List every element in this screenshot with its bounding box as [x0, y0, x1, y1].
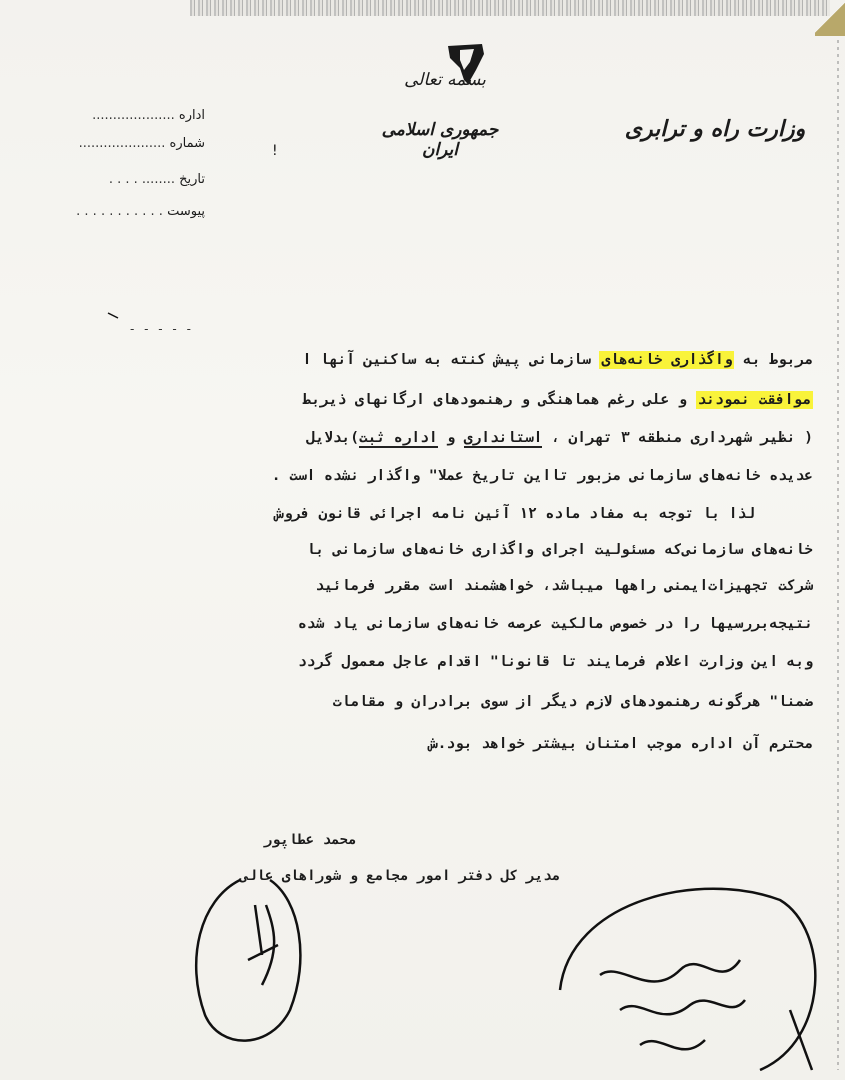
underlined-governorate: استانداری	[463, 430, 543, 446]
field-office	[92, 108, 205, 123]
republic-heading: جمهوری اسلامی ایران	[381, 120, 499, 160]
line-3-start: ( نظیر شهرداری منطقه ۳ تهران ،	[542, 430, 813, 446]
letter-line-4: عدیده خانه‌های سازمانی مزبور تااین تاریخ عملا" واگذار نشده است .	[271, 468, 813, 484]
letter-line-2	[303, 392, 813, 408]
field-number-dots: .....................	[78, 136, 166, 151]
field-attachment-dots: . . . . . . . . . . .	[76, 204, 163, 219]
header-mark: !	[272, 143, 278, 159]
signatory-title: مدیر کل دفتر امور مجامع و شوراهای عالی	[239, 868, 560, 884]
ministry-heading: وزارت راه و ترابری	[624, 116, 806, 142]
letter-line-5: لذا با توجه به مفاد ماده ۱۲ آئین نامه اجرائی قانون فروش	[274, 506, 755, 522]
field-office-dots: ....................	[92, 108, 175, 123]
letter-line-6: خانه‌های سازمانی‌که مسئولیت اجرای واگذاری خانه‌های سازمانی با	[306, 542, 813, 558]
letter-line-8: نتیجه‌بررسیها را در خصوص مالکیت عرصه خانه‌های سازمانی یاد شده	[297, 616, 813, 632]
scan-top-edge	[190, 0, 830, 16]
field-attachment-label: پیوست	[167, 204, 205, 219]
field-number-label: شماره	[169, 136, 205, 151]
underlined-registry: اداره ثبت	[359, 430, 438, 446]
field-date-label: تاریخ	[179, 172, 205, 187]
letter-line-7: شرکت تجهیزات‌ایمنی راهها میباشد، خواهشمند است مقرر فرمائید	[315, 578, 813, 594]
line-3-mid: و	[437, 430, 464, 446]
signatory-name: محمد عطاپور	[263, 832, 357, 848]
field-date	[109, 172, 205, 187]
line-1-end: سازمانی پیش کنته به ساکنین آنها ا	[302, 352, 600, 368]
letter-line-11: محترم آن اداره موجب امتنان بیشتر خواهد بود.ش	[428, 736, 813, 752]
bismillah-heading: بسمه تعالی	[404, 70, 486, 90]
letter-line-1	[303, 352, 813, 368]
letter-line-3	[307, 430, 813, 446]
scan-right-edge	[837, 40, 839, 1070]
highlighted-phrase-transfer: واگذاری خانه‌های	[601, 352, 733, 368]
line-2-end: و علی رغم هماهنگی و رهنمودهای ارگانهای ذیربط	[302, 392, 696, 408]
field-attachment	[76, 204, 205, 219]
field-number	[79, 136, 205, 151]
field-office-label: اداره	[178, 108, 205, 123]
highlighted-phrase-agreed: موافقت نمودند	[697, 392, 811, 408]
scan-marks: - - - - -	[130, 322, 194, 336]
line-1-start: مربوط به	[734, 352, 813, 368]
field-date-dots: ........ . . . .	[108, 172, 175, 187]
page-corner-fold	[815, 0, 845, 36]
letter-line-9: وبه این وزارت اعلام فرمایند تا قانونا" اقدام عاجل معمول گردد	[297, 654, 813, 670]
letter-line-10: ضمنا" هرگونه رهنمودهای لازم دیگر از سوی برادران و مقامات	[332, 694, 813, 710]
line-3-end: )بدلایل	[306, 430, 359, 446]
